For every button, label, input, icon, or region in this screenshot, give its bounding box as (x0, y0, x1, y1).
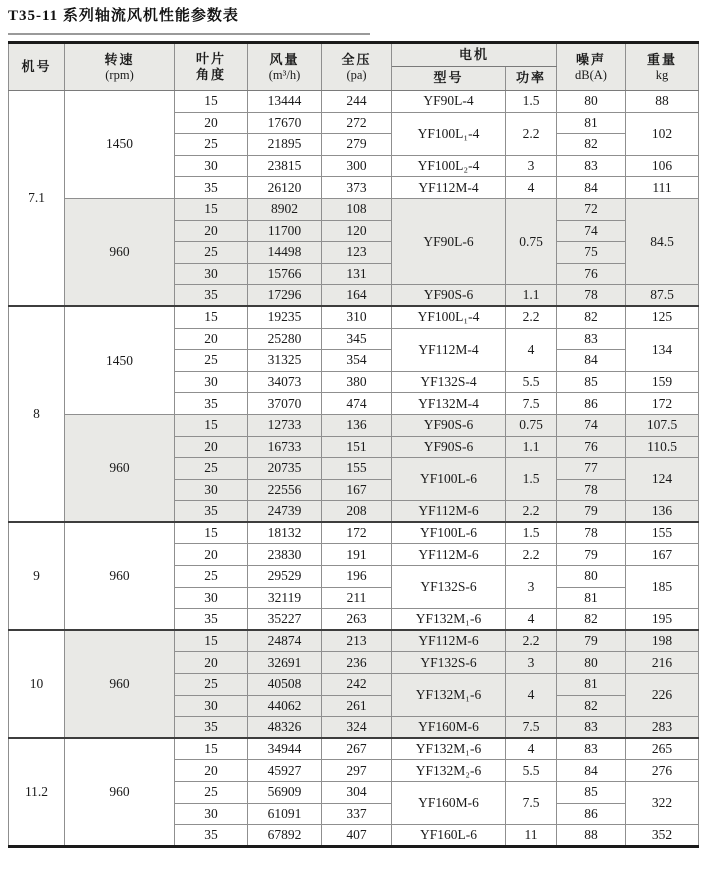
motor-power-cell: 3 (506, 566, 557, 609)
air-flow-cell: 23830 (248, 544, 322, 566)
total-pressure-cell: 304 (322, 782, 392, 804)
weight-cell: 124 (626, 458, 699, 501)
noise-cell: 84 (557, 350, 626, 372)
noise-cell: 79 (557, 501, 626, 523)
noise-cell: 83 (557, 328, 626, 350)
noise-cell: 80 (557, 566, 626, 588)
blade-angle-cell: 15 (175, 414, 248, 436)
table-row (9, 630, 699, 652)
noise-cell: 86 (557, 393, 626, 415)
motor-power-cell: 2.2 (506, 544, 557, 566)
air-flow-cell: 56909 (248, 782, 322, 804)
motor-model-cell: YF112M-4 (392, 177, 506, 199)
header-weight (626, 43, 699, 91)
air-flow-cell: 19235 (248, 306, 322, 328)
noise-cell: 81 (557, 674, 626, 696)
noise-cell: 83 (557, 738, 626, 760)
rpm-cell: 960 (65, 738, 175, 846)
total-pressure-cell: 123 (322, 242, 392, 264)
table-row (9, 522, 699, 544)
noise-cell: 84 (557, 177, 626, 199)
total-pressure-cell: 310 (322, 306, 392, 328)
weight-cell: 134 (626, 328, 699, 371)
motor-model-cell: YF100L-6 (392, 522, 506, 544)
motor-model-cell: YF132M₁-6 (392, 674, 506, 717)
total-pressure-cell: 120 (322, 220, 392, 242)
total-pressure-cell: 279 (322, 134, 392, 156)
header-machine-number: 机号 (9, 43, 65, 91)
air-flow-cell: 32119 (248, 587, 322, 609)
air-flow-cell: 44062 (248, 695, 322, 717)
weight-cell: 106 (626, 155, 699, 177)
total-pressure-cell: 211 (322, 587, 392, 609)
noise-cell: 79 (557, 630, 626, 652)
motor-model-cell: YF100L-6 (392, 458, 506, 501)
air-flow-cell: 34944 (248, 738, 322, 760)
header-air-flow-unit: (m³/h) (268, 67, 301, 82)
weight-cell: 88 (626, 91, 699, 113)
blade-angle-cell: 30 (175, 803, 248, 825)
weight-cell: 185 (626, 566, 699, 609)
blade-angle-cell: 25 (175, 782, 248, 804)
air-flow-cell: 25280 (248, 328, 322, 350)
motor-power-cell: 4 (506, 328, 557, 371)
motor-power-cell: 1.1 (506, 285, 557, 307)
blade-angle-cell: 20 (175, 328, 248, 350)
motor-model-cell: YF160L-6 (392, 825, 506, 847)
total-pressure-cell: 208 (322, 501, 392, 523)
motor-power-cell: 7.5 (506, 717, 557, 739)
total-pressure-cell: 151 (322, 436, 392, 458)
motor-model-cell: YF132S-6 (392, 566, 506, 609)
rpm-cell: 960 (65, 522, 175, 630)
blade-angle-cell: 30 (175, 371, 248, 393)
blade-angle-cell: 15 (175, 738, 248, 760)
total-pressure-cell: 474 (322, 393, 392, 415)
header-weight-unit: kg (655, 67, 669, 82)
blade-angle-cell: 15 (175, 630, 248, 652)
blade-angle-cell: 25 (175, 674, 248, 696)
total-pressure-cell: 324 (322, 717, 392, 739)
total-pressure-cell: 244 (322, 91, 392, 113)
motor-model-cell: YF100L₁-4 (392, 112, 506, 155)
header-speed-unit: (rpm) (105, 67, 134, 82)
motor-model-cell: YF132M₂-6 (392, 760, 506, 782)
air-flow-cell: 12733 (248, 414, 322, 436)
air-flow-cell: 17296 (248, 285, 322, 307)
table-row (9, 198, 699, 220)
motor-model-cell: YF132M₁-6 (392, 738, 506, 760)
header-row-1 (9, 43, 699, 67)
air-flow-cell: 22556 (248, 479, 322, 501)
noise-cell: 88 (557, 825, 626, 847)
motor-model-cell: YF112M-6 (392, 544, 506, 566)
noise-cell: 75 (557, 242, 626, 264)
blade-angle-cell: 30 (175, 587, 248, 609)
blade-angle-cell: 30 (175, 263, 248, 285)
blade-angle-cell: 30 (175, 155, 248, 177)
rpm-cell: 960 (65, 198, 175, 306)
weight-cell: 107.5 (626, 414, 699, 436)
weight-cell: 155 (626, 522, 699, 544)
noise-cell: 76 (557, 436, 626, 458)
machine-number-cell: 8 (9, 306, 65, 522)
blade-angle-cell: 20 (175, 760, 248, 782)
motor-model-cell: YF90S-6 (392, 285, 506, 307)
noise-cell: 81 (557, 112, 626, 134)
weight-cell: 265 (626, 738, 699, 760)
total-pressure-cell: 407 (322, 825, 392, 847)
total-pressure-cell: 261 (322, 695, 392, 717)
weight-cell: 159 (626, 371, 699, 393)
air-flow-cell: 24739 (248, 501, 322, 523)
air-flow-cell: 32691 (248, 652, 322, 674)
motor-model-cell: YF90S-6 (392, 436, 506, 458)
blade-angle-cell: 35 (175, 717, 248, 739)
noise-cell: 82 (557, 134, 626, 156)
weight-cell: 283 (626, 717, 699, 739)
motor-model-cell: YF132M-4 (392, 393, 506, 415)
motor-power-cell: 5.5 (506, 760, 557, 782)
noise-cell: 82 (557, 695, 626, 717)
blade-angle-cell: 20 (175, 112, 248, 134)
motor-power-cell: 4 (506, 177, 557, 199)
air-flow-cell: 8902 (248, 198, 322, 220)
noise-cell: 80 (557, 91, 626, 113)
total-pressure-cell: 337 (322, 803, 392, 825)
noise-cell: 81 (557, 587, 626, 609)
air-flow-cell: 26120 (248, 177, 322, 199)
machine-number-cell: 10 (9, 630, 65, 738)
noise-cell: 83 (557, 155, 626, 177)
total-pressure-cell: 300 (322, 155, 392, 177)
motor-model-cell: YF90L-4 (392, 91, 506, 113)
air-flow-cell: 16733 (248, 436, 322, 458)
rpm-cell: 1450 (65, 91, 175, 199)
weight-cell: 322 (626, 782, 699, 825)
table-header (9, 43, 699, 91)
header-noise-unit: dB(A) (575, 67, 607, 82)
weight-cell: 195 (626, 609, 699, 631)
header-blade-angle (175, 43, 248, 91)
header-total-pressure (322, 43, 392, 91)
motor-power-cell: 2.2 (506, 501, 557, 523)
motor-model-cell: YF160M-6 (392, 782, 506, 825)
air-flow-cell: 48326 (248, 717, 322, 739)
total-pressure-cell: 354 (322, 350, 392, 372)
header-air-flow (248, 43, 322, 91)
motor-power-cell: 4 (506, 674, 557, 717)
air-flow-cell: 40508 (248, 674, 322, 696)
machine-number-cell: 11.2 (9, 738, 65, 846)
motor-model-cell: YF112M-4 (392, 328, 506, 371)
header-speed (65, 43, 175, 91)
weight-cell: 136 (626, 501, 699, 523)
blade-angle-cell: 15 (175, 91, 248, 113)
air-flow-cell: 24874 (248, 630, 322, 652)
motor-power-cell: 7.5 (506, 393, 557, 415)
blade-angle-cell: 20 (175, 220, 248, 242)
header-total-pressure-unit: (pa) (346, 67, 367, 82)
total-pressure-cell: 267 (322, 738, 392, 760)
weight-cell: 87.5 (626, 285, 699, 307)
motor-power-cell: 7.5 (506, 782, 557, 825)
weight-cell: 172 (626, 393, 699, 415)
table-row (9, 91, 699, 113)
air-flow-cell: 29529 (248, 566, 322, 588)
total-pressure-cell: 164 (322, 285, 392, 307)
total-pressure-cell: 191 (322, 544, 392, 566)
header-air-flow-label: 风量 (269, 51, 300, 67)
total-pressure-cell: 155 (322, 458, 392, 480)
noise-cell: 79 (557, 544, 626, 566)
total-pressure-cell: 272 (322, 112, 392, 134)
motor-model-cell: YF132S-4 (392, 371, 506, 393)
noise-cell: 86 (557, 803, 626, 825)
motor-power-cell: 1.5 (506, 458, 557, 501)
motor-model-cell: YF90S-6 (392, 414, 506, 436)
weight-cell: 276 (626, 760, 699, 782)
fan-performance-table (8, 41, 699, 848)
air-flow-cell: 61091 (248, 803, 322, 825)
blade-angle-cell: 15 (175, 306, 248, 328)
motor-power-cell: 3 (506, 652, 557, 674)
weight-cell: 352 (626, 825, 699, 847)
air-flow-cell: 35227 (248, 609, 322, 631)
motor-model-cell: YF132M₁-6 (392, 609, 506, 631)
header-noise-label: 噪声 (576, 51, 607, 67)
blade-angle-cell: 25 (175, 242, 248, 264)
motor-power-cell: 1.1 (506, 436, 557, 458)
total-pressure-cell: 242 (322, 674, 392, 696)
rpm-cell: 1450 (65, 306, 175, 414)
blade-angle-cell: 35 (175, 501, 248, 523)
blade-angle-cell: 15 (175, 198, 248, 220)
blade-angle-cell: 25 (175, 566, 248, 588)
air-flow-cell: 45927 (248, 760, 322, 782)
noise-cell: 78 (557, 522, 626, 544)
weight-cell: 226 (626, 674, 699, 717)
air-flow-cell: 37070 (248, 393, 322, 415)
motor-power-cell: 0.75 (506, 198, 557, 284)
total-pressure-cell: 345 (322, 328, 392, 350)
air-flow-cell: 21895 (248, 134, 322, 156)
total-pressure-cell: 236 (322, 652, 392, 674)
header-blade-angle-line2: 角度 (195, 67, 226, 82)
noise-cell: 77 (557, 458, 626, 480)
weight-cell: 110.5 (626, 436, 699, 458)
weight-cell: 198 (626, 630, 699, 652)
air-flow-cell: 14498 (248, 242, 322, 264)
noise-cell: 85 (557, 371, 626, 393)
noise-cell: 85 (557, 782, 626, 804)
motor-power-cell: 2.2 (506, 630, 557, 652)
weight-cell: 167 (626, 544, 699, 566)
motor-power-cell: 1.5 (506, 522, 557, 544)
total-pressure-cell: 213 (322, 630, 392, 652)
total-pressure-cell: 263 (322, 609, 392, 631)
motor-power-cell: 2.2 (506, 112, 557, 155)
blade-angle-cell: 35 (175, 825, 248, 847)
blade-angle-cell: 35 (175, 393, 248, 415)
header-total-pressure-label: 全压 (341, 51, 372, 67)
air-flow-cell: 15766 (248, 263, 322, 285)
air-flow-cell: 34073 (248, 371, 322, 393)
total-pressure-cell: 131 (322, 263, 392, 285)
header-speed-label: 转速 (104, 51, 135, 67)
header-motor-model: 型号 (392, 67, 506, 91)
noise-cell: 76 (557, 263, 626, 285)
header-blade-angle-line1: 叶片 (195, 50, 226, 66)
air-flow-cell: 18132 (248, 522, 322, 544)
rpm-cell: 960 (65, 630, 175, 738)
air-flow-cell: 23815 (248, 155, 322, 177)
machine-number-cell: 9 (9, 522, 65, 630)
blade-angle-cell: 20 (175, 544, 248, 566)
noise-cell: 78 (557, 479, 626, 501)
noise-cell: 82 (557, 306, 626, 328)
air-flow-cell: 11700 (248, 220, 322, 242)
blade-angle-cell: 30 (175, 695, 248, 717)
air-flow-cell: 13444 (248, 91, 322, 113)
weight-cell: 102 (626, 112, 699, 155)
table-row (9, 306, 699, 328)
motor-power-cell: 4 (506, 738, 557, 760)
noise-cell: 74 (557, 220, 626, 242)
motor-model-cell: YF90L-6 (392, 198, 506, 284)
blade-angle-cell: 20 (175, 436, 248, 458)
blade-angle-cell: 35 (175, 177, 248, 199)
header-weight-label: 重量 (647, 51, 678, 67)
blade-angle-cell: 20 (175, 652, 248, 674)
header-noise (557, 43, 626, 91)
motor-model-cell: YF160M-6 (392, 717, 506, 739)
blade-angle-cell: 30 (175, 479, 248, 501)
air-flow-cell: 31325 (248, 350, 322, 372)
noise-cell: 72 (557, 198, 626, 220)
motor-power-cell: 2.2 (506, 306, 557, 328)
blade-angle-cell: 25 (175, 458, 248, 480)
machine-number-cell: 7.1 (9, 91, 65, 307)
motor-power-cell: 11 (506, 825, 557, 847)
header-motor-power: 功率 (506, 67, 557, 91)
motor-power-cell: 5.5 (506, 371, 557, 393)
title-underline (8, 33, 370, 35)
noise-cell: 82 (557, 609, 626, 631)
noise-cell: 80 (557, 652, 626, 674)
total-pressure-cell: 136 (322, 414, 392, 436)
noise-cell: 83 (557, 717, 626, 739)
air-flow-cell: 17670 (248, 112, 322, 134)
table-body (9, 91, 699, 847)
noise-cell: 78 (557, 285, 626, 307)
page-title: T35-11 系列轴流风机性能参数表 (8, 8, 239, 24)
total-pressure-cell: 380 (322, 371, 392, 393)
weight-cell: 216 (626, 652, 699, 674)
weight-cell: 125 (626, 306, 699, 328)
blade-angle-cell: 25 (175, 134, 248, 156)
blade-angle-cell: 25 (175, 350, 248, 372)
total-pressure-cell: 108 (322, 198, 392, 220)
total-pressure-cell: 167 (322, 479, 392, 501)
noise-cell: 74 (557, 414, 626, 436)
total-pressure-cell: 373 (322, 177, 392, 199)
total-pressure-cell: 297 (322, 760, 392, 782)
motor-power-cell: 1.5 (506, 91, 557, 113)
blade-angle-cell: 35 (175, 285, 248, 307)
header-motor: 电机 (392, 43, 557, 67)
blade-angle-cell: 15 (175, 522, 248, 544)
weight-cell: 84.5 (626, 198, 699, 284)
air-flow-cell: 20735 (248, 458, 322, 480)
table-row (9, 414, 699, 436)
air-flow-cell: 67892 (248, 825, 322, 847)
motor-model-cell: YF112M-6 (392, 501, 506, 523)
motor-power-cell: 0.75 (506, 414, 557, 436)
weight-cell: 111 (626, 177, 699, 199)
blade-angle-cell: 35 (175, 609, 248, 631)
motor-power-cell: 4 (506, 609, 557, 631)
motor-model-cell: YF100L₁-4 (392, 306, 506, 328)
noise-cell: 84 (557, 760, 626, 782)
total-pressure-cell: 196 (322, 566, 392, 588)
table-row (9, 738, 699, 760)
motor-model-cell: YF100L₂-4 (392, 155, 506, 177)
motor-power-cell: 3 (506, 155, 557, 177)
motor-model-cell: YF112M-6 (392, 630, 506, 652)
motor-model-cell: YF132S-6 (392, 652, 506, 674)
rpm-cell: 960 (65, 414, 175, 522)
total-pressure-cell: 172 (322, 522, 392, 544)
